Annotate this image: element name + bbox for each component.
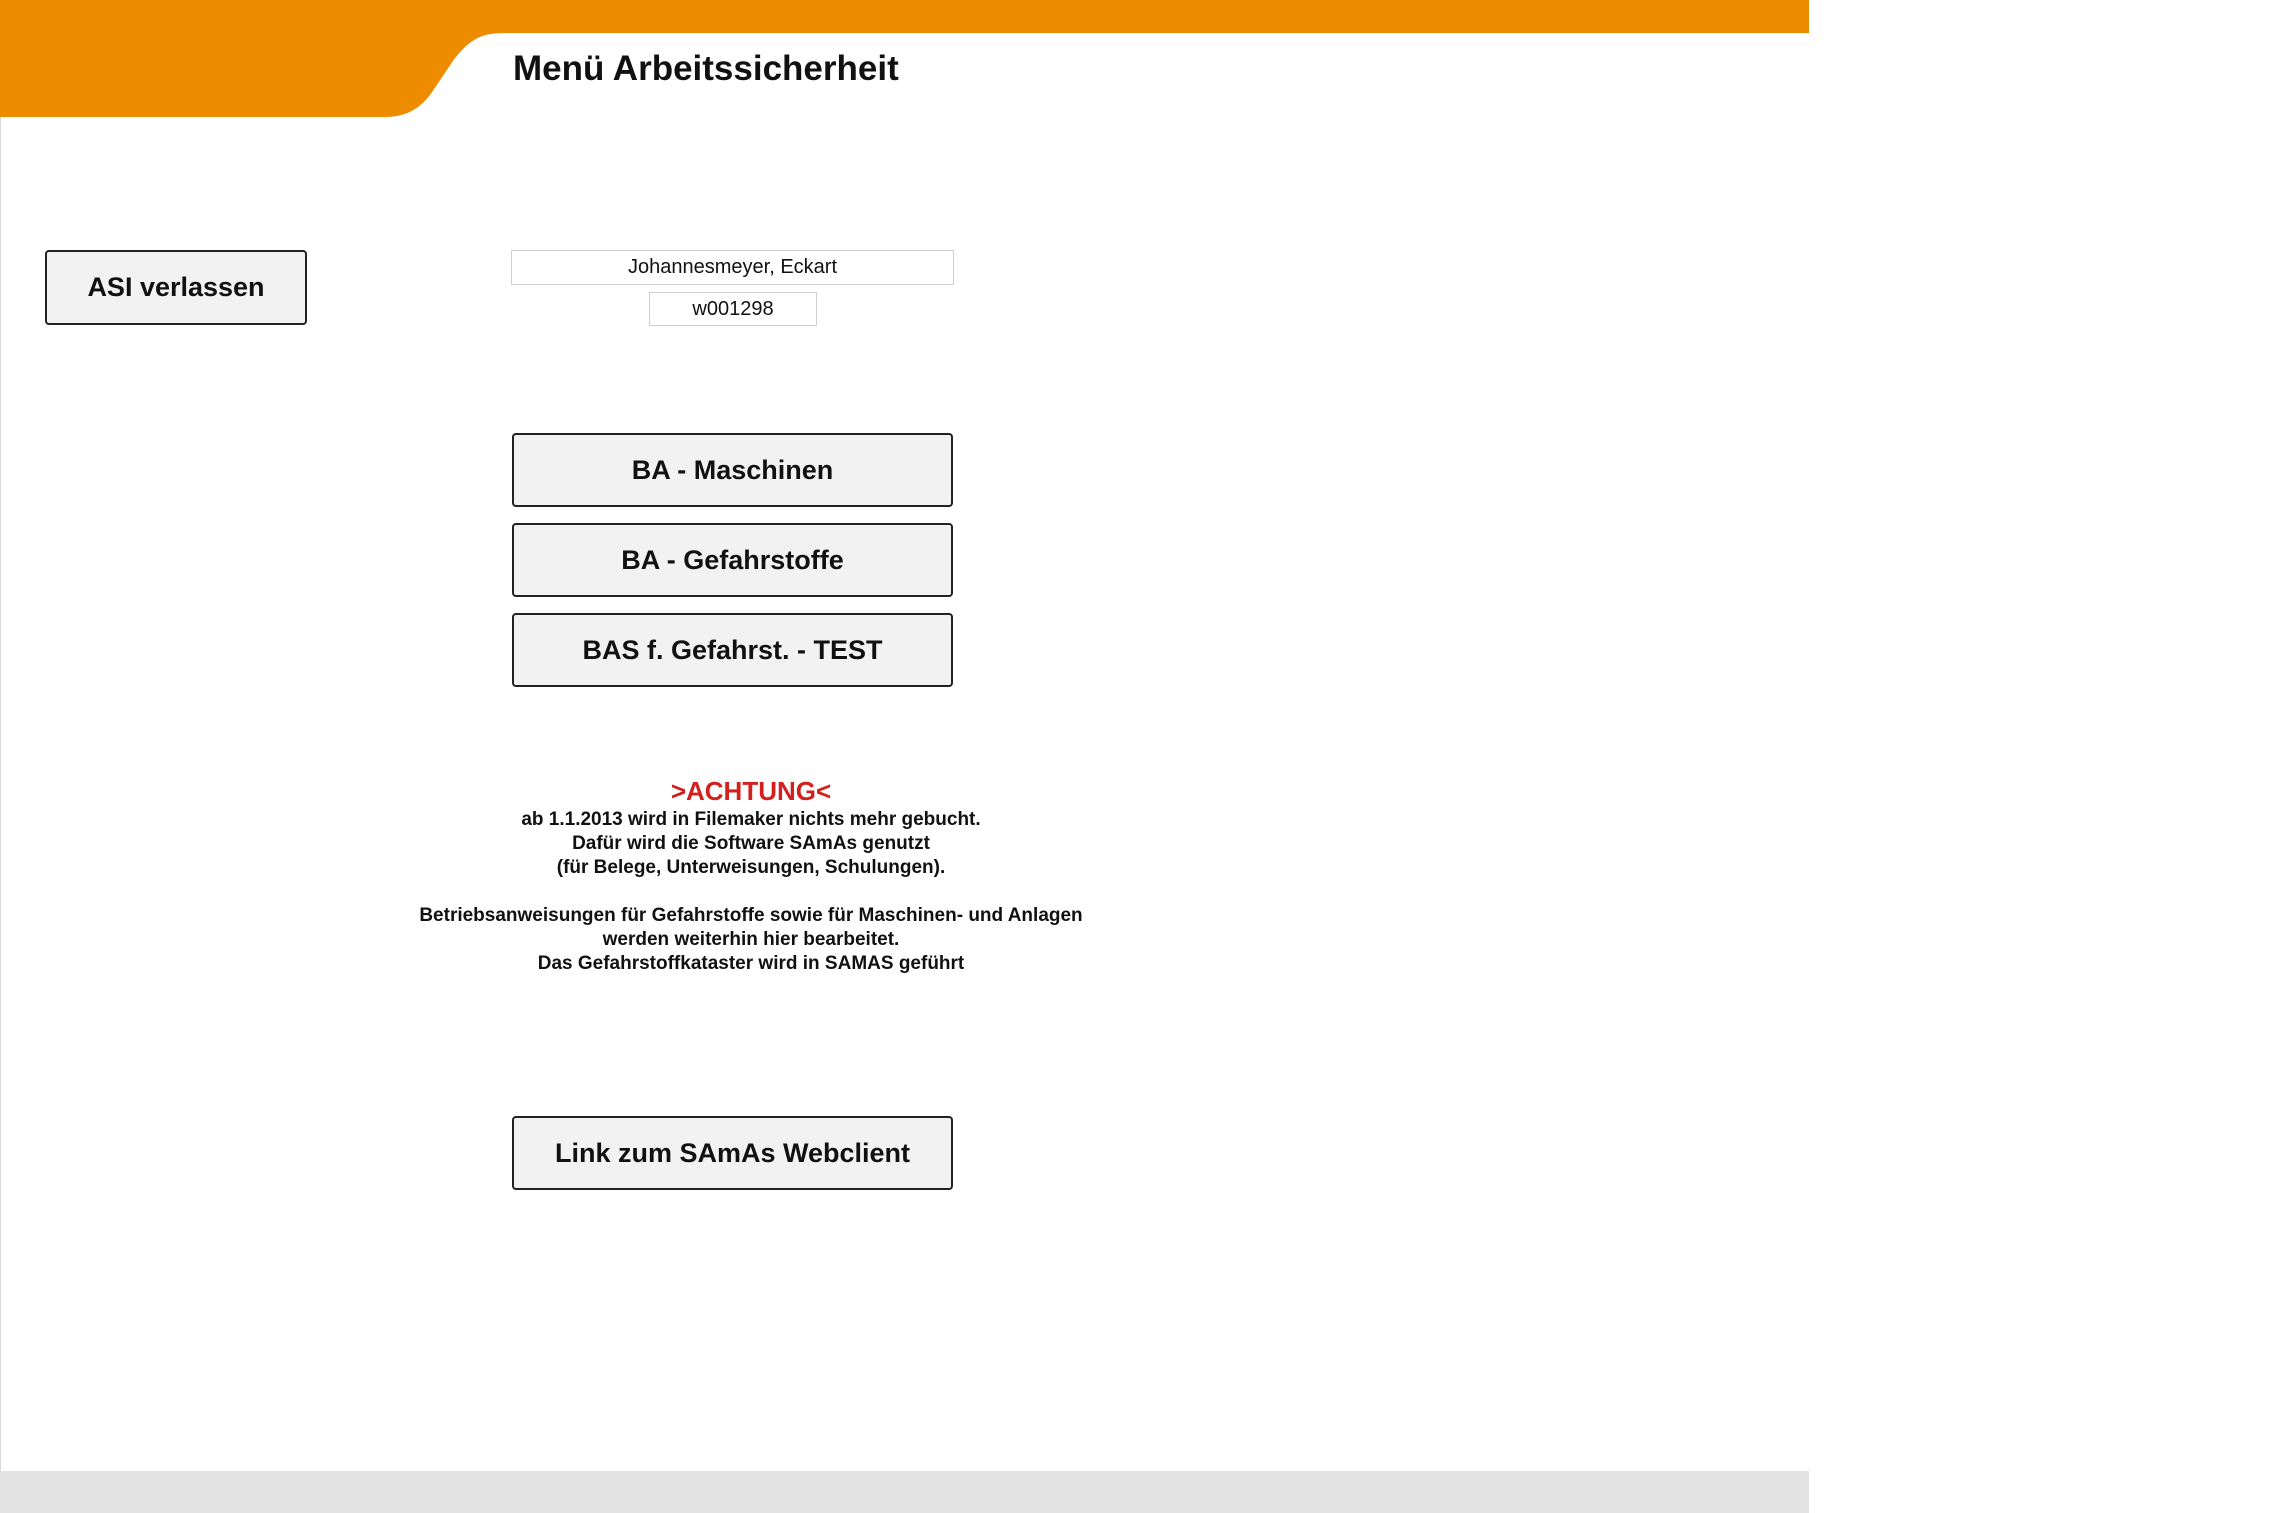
notice-line: ab 1.1.2013 wird in Filemaker nichts mehr gebucht. [521,809,981,830]
notice-line: Betriebsanweisungen für Gefahrstoffe sowie für Maschinen- und Anlagen [419,905,1083,926]
footer-bar [0,1471,1809,1513]
layout-left-border [0,117,1,1471]
notice-line: (für Belege, Unterweisungen, Schulungen). [556,857,946,878]
user-name-field: Johannesmeyer, Eckart [511,250,954,285]
notice-line: Das Gefahrstoffkataster wird in SAMAS geführt [537,953,965,974]
exit-asi-button[interactable]: ASI verlassen [45,250,307,325]
header-band [0,0,1809,117]
bas-hazardous-test-button[interactable]: BAS f. Gefahrst. - TEST [512,613,953,687]
notice-line: werden weiterhin hier bearbeitet. [602,929,900,950]
header-swoosh [0,0,1809,117]
notice-spacer [300,880,1202,904]
user-id-field: w001298 [649,292,817,326]
notice-block [300,774,1202,976]
samas-webclient-link-button[interactable]: Link zum SAmAs Webclient [512,1116,953,1190]
page-title: Menü Arbeitssicherheit [513,49,899,88]
ba-machines-button[interactable]: BA - Maschinen [512,433,953,507]
notice-line: Dafür wird die Software SAmAs genutzt [572,833,930,854]
ba-hazardous-substances-button[interactable]: BA - Gefahrstoffe [512,523,953,597]
notice-heading: >ACHTUNG< [670,776,832,806]
